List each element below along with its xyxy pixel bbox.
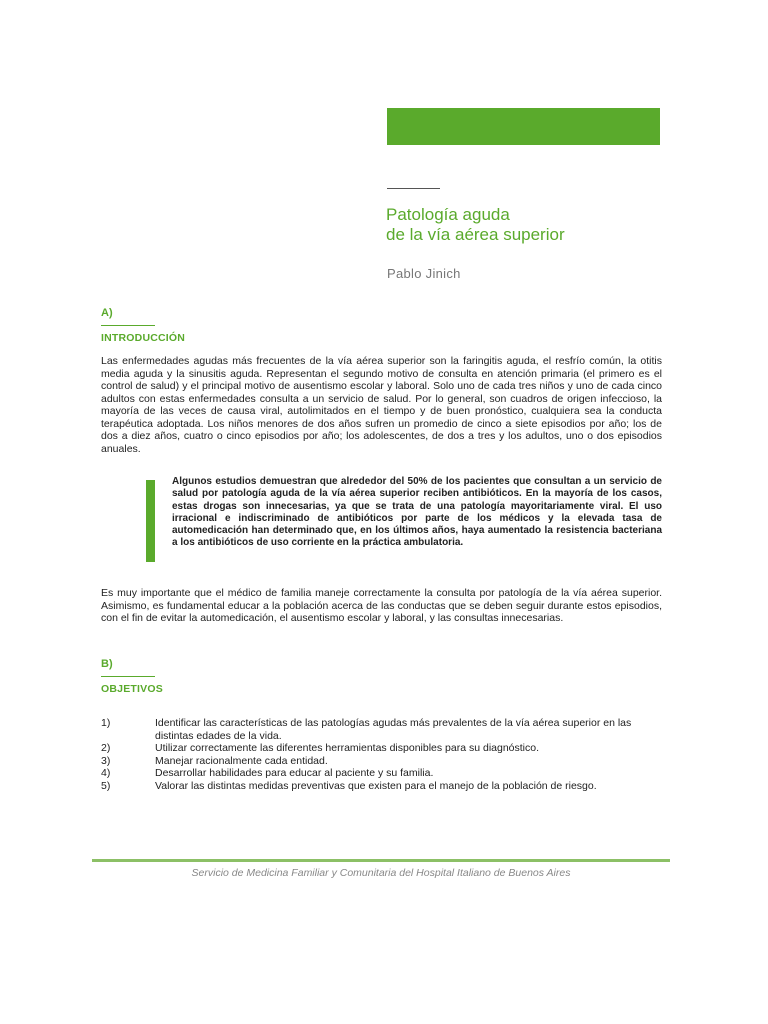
- list-item-number: 1): [101, 717, 111, 729]
- section-b-rule: [101, 676, 155, 677]
- list-item: [101, 742, 666, 755]
- header-green-block: [387, 108, 660, 145]
- list-item-text: Desarrollar habilidades para educar al paciente y su familia.: [155, 767, 434, 779]
- page-title: [386, 205, 565, 245]
- list-item-number: 3): [101, 754, 111, 767]
- list-item: [101, 717, 666, 742]
- objectives-list: [101, 717, 666, 792]
- section-a-rule: [101, 325, 155, 326]
- list-item-number: 2): [101, 742, 111, 754]
- list-item-text: Valorar las distintas medidas preventivas que existen para el manejo de la población de riesgo.: [155, 779, 597, 792]
- section-a-letter: A): [101, 307, 113, 319]
- list-item: [101, 780, 666, 793]
- intro-paragraph-2: Es muy importante que el médico de familia maneje correctamente la consulta por patología de la vía aérea superior. Asimismo, es fundamental educar a la población acerca de las conductas que se deben seguir durante estos episodios, con el fin de evitar la automedicación, el ausentismo escolar y laboral, y las consultas innecesarias.: [101, 587, 662, 624]
- author-name: Pablo Jinich: [387, 266, 461, 281]
- section-b-letter: B): [101, 658, 113, 670]
- list-item-number: 5): [101, 779, 111, 792]
- list-item: [101, 755, 666, 768]
- title-rule: [387, 188, 440, 189]
- footer-text: Servicio de Medicina Familiar y Comunitaria del Hospital Italiano de Buenos Aires: [191, 867, 571, 879]
- intro-paragraph: Las enfermedades agudas más frecuentes de la vía aérea superior son la faringitis aguda, el resfrío común, la otitis media aguda y la sinusitis aguda. Representan el segundo motivo de consulta en atención primaria (el primero es el control de salud) y el principal motivo de ausentismo escolar y laboral. Solo uno de cada tres niños y uno de cada cinco adultos con estas enfermedades consulta a un servicio de salud. Por lo general, son cuadros de origen infeccioso, la mayoría de las veces de causa viral, autolimitados en el tiempo y de buen pronóstico, cualquiera sea la conducta terapéutica adoptada. Los niños menores de dos años sufren un promedio de cinco a siete episodios por año; los de dos a diez años, cuatro o cinco episodios por año; los adolescentes, de dos a tres y los adultos, uno o dos episodios anuales.: [101, 355, 662, 455]
- footer-rule: [92, 859, 670, 862]
- highlight-text: Algunos estudios demuestran que alrededor del 50% de los pacientes que consultan a un servicio de salud por patología aguda de la vía aérea superior reciben antibióticos. En la mayoría de los casos, estas drogas son innecesarias, ya que se trata de una patología mayoritariamente viral. El uso irracional e indiscriminado de antibióticos por parte de los médicos y la elevada tasa de automedicación han determinado que, en los últimos años, haya aumentado la resistencia bacteriana a los antibióticos de uso corriente en la práctica ambulatoria.: [172, 476, 662, 549]
- highlight-bar: [146, 480, 155, 562]
- section-a-title: INTRODUCCIÓN: [101, 332, 186, 344]
- list-item-number: 4): [101, 767, 111, 779]
- list-item: [101, 767, 666, 780]
- list-item-text: Utilizar correctamente las diferentes herramientas disponibles para su diagnóstico.: [155, 742, 540, 754]
- section-b-title: OBJETIVOS: [101, 683, 163, 695]
- list-item-text: Identificar las características de las patologías agudas más prevalentes de la vía aérea superior en las distintas edades de la vida.: [155, 717, 632, 742]
- title-line-1: Patología aguda: [386, 205, 510, 224]
- list-item-text: Manejar racionalmente cada entidad.: [155, 754, 328, 767]
- title-line-2: de la vía aérea superior: [386, 225, 565, 244]
